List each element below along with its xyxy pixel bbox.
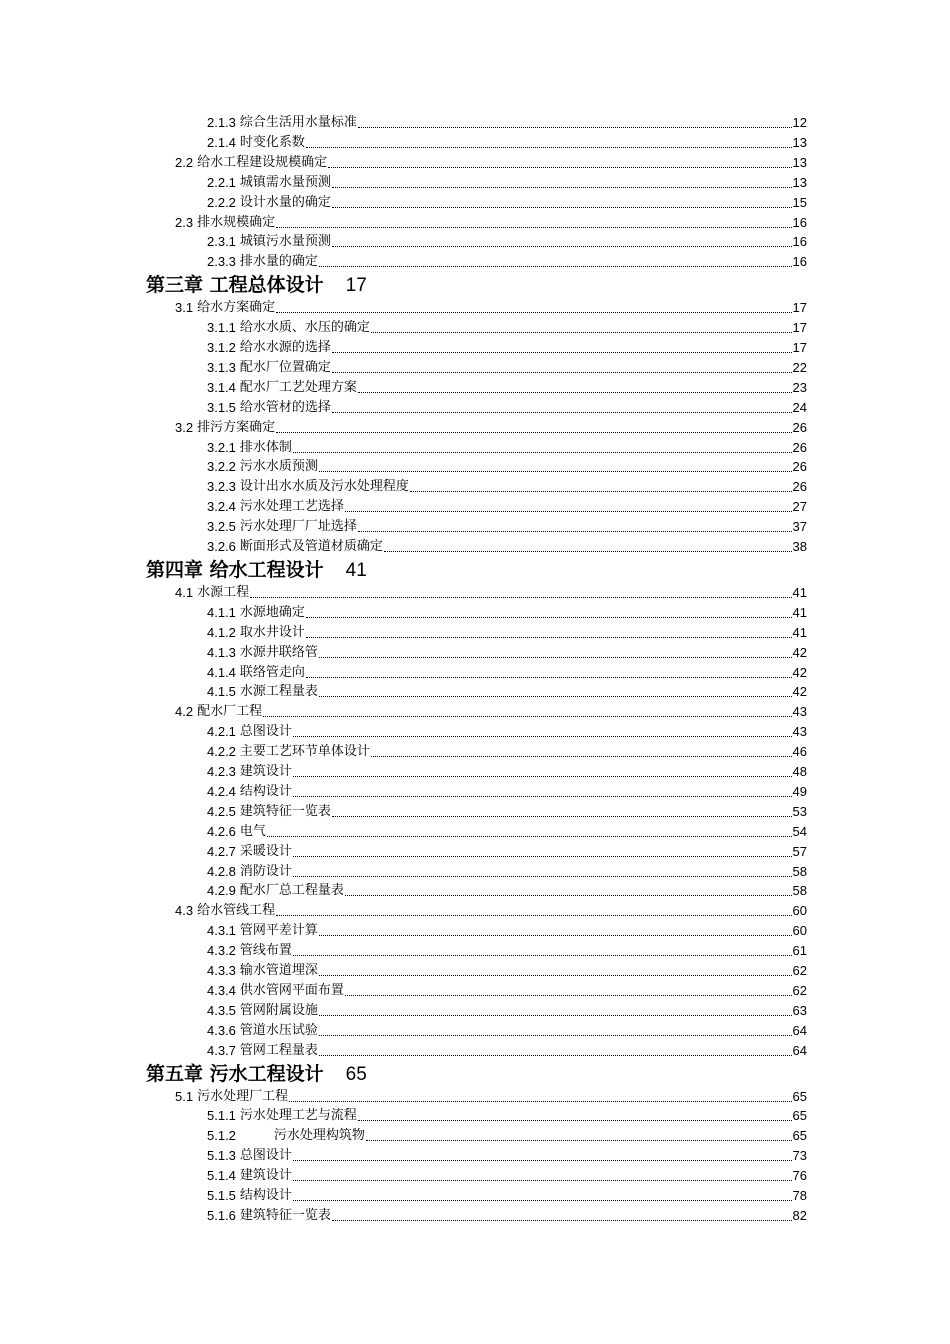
toc-entry-title: 建筑特征一览表 [239, 803, 331, 819]
dot-leader [293, 452, 792, 453]
toc-entry[interactable] [207, 1207, 807, 1225]
toc-entry-number: 4.2.8 [207, 863, 236, 879]
dot-leader [306, 677, 792, 678]
toc-entry[interactable] [207, 644, 807, 662]
toc-entry-title: 城镇污水量预测 [239, 234, 331, 250]
toc-entry-title: 污水处理厂厂址选择 [239, 519, 357, 535]
toc-entry-page-number: 16 [792, 234, 807, 250]
chapter-title: 第四章 给水工程设计 [146, 558, 324, 581]
toc-entry-page-number: 82 [792, 1207, 807, 1223]
toc-entry-number: 4.2.9 [207, 883, 236, 899]
chapter-heading[interactable] [146, 1061, 367, 1087]
toc-entry-title: 配水厂位置确定 [239, 359, 331, 375]
toc-entry-page-number: 62 [792, 982, 807, 998]
toc-entry[interactable] [175, 902, 807, 920]
toc-entry-title: 采暖设计 [239, 843, 292, 859]
toc-entry-number: 4.2.5 [207, 803, 236, 819]
toc-entry-number: 2.3.1 [207, 234, 236, 250]
toc-entry[interactable] [207, 1042, 807, 1060]
toc-entry-number: 4.3.6 [207, 1022, 236, 1038]
toc-entry-page-number: 13 [792, 174, 807, 190]
dot-leader [306, 637, 792, 638]
toc-entry-title: 污水处理工艺与流程 [239, 1108, 357, 1124]
toc-entry-page-number: 26 [792, 419, 807, 435]
toc-entry[interactable] [207, 253, 807, 271]
toc-entry-page-number: 63 [792, 1002, 807, 1018]
toc-entry-number: 3.1.2 [207, 340, 236, 355]
toc-entry-number: 4.2.4 [207, 783, 236, 799]
dot-leader [293, 1200, 792, 1201]
toc-entry-title: 管网附属设施 [239, 1002, 318, 1018]
dot-leader [358, 531, 792, 532]
toc-entry-page-number: 26 [792, 479, 807, 495]
toc-entry[interactable] [207, 439, 807, 457]
toc-entry-number: 4.2.7 [207, 843, 236, 859]
toc-entry-title: 城镇需水量预测 [239, 174, 331, 190]
chapter-title: 第五章 污水工程设计 [146, 1062, 324, 1085]
toc-entry-page-number: 43 [792, 704, 807, 720]
toc-entry-number: 4.1.1 [207, 604, 236, 620]
toc-entry[interactable] [207, 723, 807, 741]
toc-entry-number: 3.1.1 [207, 320, 236, 336]
toc-entry[interactable] [207, 882, 807, 900]
toc-entry-title: 总图设计 [239, 724, 292, 740]
toc-entry-number: 3.2.4 [207, 499, 236, 515]
toc-entry-title: 取水井设计 [239, 624, 305, 640]
dot-leader [276, 312, 791, 313]
toc-entry-title: 污水处理构筑物 [273, 1128, 365, 1144]
dot-leader [306, 147, 792, 148]
toc-entry-page-number: 41 [792, 624, 807, 640]
toc-entry-title: 排水体制 [239, 439, 292, 455]
toc-entry-page-number: 13 [792, 154, 807, 170]
toc-entry-number: 4.2.2 [207, 744, 236, 760]
toc-entry-title: 污水处理厂工程 [197, 1088, 289, 1104]
toc-entry-page-number: 43 [792, 724, 807, 740]
dot-leader [293, 736, 792, 737]
dot-leader [276, 915, 791, 916]
toc-entry-page-number: 26 [792, 459, 807, 475]
dot-leader [293, 856, 792, 857]
toc-entry-number: 2.1.3 [207, 115, 236, 130]
toc-entry[interactable] [207, 803, 807, 821]
chapter-heading[interactable] [146, 272, 367, 298]
toc-entry-number: 4.3.1 [207, 923, 236, 939]
toc-entry-page-number: 60 [792, 923, 807, 939]
toc-entry-title: 给水管线工程 [197, 903, 276, 919]
toc-entry[interactable] [207, 1187, 807, 1205]
toc-entry-number: 3.2.3 [207, 479, 236, 495]
dot-leader [332, 207, 792, 208]
dot-leader [293, 876, 792, 877]
toc-entry-number: 4.2 [175, 704, 194, 720]
toc-entry-title: 结构设计 [239, 1188, 292, 1203]
toc-entry-title: 给水方案确定 [197, 300, 276, 316]
dot-leader [358, 127, 792, 128]
toc-entry-number: 4.3.5 [207, 1002, 236, 1018]
toc-entry-number: 4.3 [175, 903, 194, 919]
toc-entry[interactable] [175, 584, 807, 602]
dot-leader [358, 1120, 792, 1121]
toc-entry-number: 5.1.1 [207, 1108, 236, 1124]
toc-entry[interactable] [207, 863, 807, 881]
chapter-page-number: 17 [345, 275, 367, 297]
dot-leader [345, 995, 792, 996]
toc-entry-page-number: 37 [792, 519, 807, 535]
toc-entry-page-number: 27 [792, 499, 807, 515]
toc-entry[interactable] [207, 319, 807, 337]
toc-entry-number: 3.2.2 [207, 459, 236, 475]
toc-entry[interactable] [207, 1167, 807, 1185]
toc-entry-number: 4.3.2 [207, 943, 236, 959]
toc-entry-number: 2.1.4 [207, 134, 236, 150]
dot-leader [319, 696, 792, 697]
dot-leader [332, 412, 792, 413]
toc-entry-page-number: 12 [792, 115, 807, 130]
toc-entry-page-number: 42 [792, 644, 807, 660]
toc-entry-page-number: 73 [792, 1148, 807, 1164]
toc-entry-title: 设计出水水质及污水处理程度 [239, 479, 409, 495]
dot-leader [319, 1035, 792, 1036]
toc-entry-page-number: 64 [792, 1042, 807, 1058]
dot-leader [319, 1055, 792, 1056]
toc-entry-title: 给水管材的选择 [239, 399, 331, 415]
toc-entry-page-number: 76 [792, 1168, 807, 1184]
toc-entry-page-number: 38 [792, 539, 807, 554]
toc-entry-page-number: 42 [792, 684, 807, 700]
dot-leader [332, 372, 792, 373]
toc-entry-page-number: 26 [792, 439, 807, 455]
toc-entry-title: 污水处理工艺选择 [239, 499, 344, 515]
toc-entry-title: 断面形式及管道材质确定 [239, 539, 383, 554]
toc-entry-page-number: 64 [792, 1022, 807, 1038]
toc-entry-title: 给水水质、水压的确定 [239, 320, 370, 336]
toc-entry-page-number: 48 [792, 764, 807, 779]
toc-entry-number: 4.1.2 [207, 624, 236, 640]
dot-leader [293, 1160, 792, 1161]
dot-leader [366, 1140, 792, 1141]
toc-entry-page-number: 15 [792, 194, 807, 210]
toc-entry-page-number: 42 [792, 664, 807, 680]
dot-leader [267, 836, 792, 837]
toc-entry-title: 配水厂工程 [197, 704, 263, 720]
dot-leader [384, 551, 792, 552]
toc-entry-number: 3.1.3 [207, 359, 236, 375]
toc-entry-title: 建筑设计 [239, 1168, 292, 1184]
toc-entry-title: 设计水量的确定 [239, 194, 331, 210]
dot-leader [319, 471, 792, 472]
toc-entry-page-number: 54 [792, 823, 807, 839]
dot-leader [319, 975, 792, 976]
toc-entry-number: 3.1.4 [207, 379, 236, 395]
dot-leader [371, 332, 792, 333]
toc-entry-number: 4.1.3 [207, 644, 236, 660]
toc-entry-title: 综合生活用水量标准 [239, 115, 357, 130]
toc-entry[interactable] [207, 339, 807, 357]
toc-entry[interactable] [207, 114, 807, 132]
toc-entry-number: 3.1.5 [207, 399, 236, 415]
toc-entry-number: 4.2.1 [207, 724, 236, 740]
toc-entry[interactable] [207, 982, 807, 1000]
toc-entry-number: 5.1.4 [207, 1168, 236, 1184]
chapter-page-number: 65 [345, 1063, 367, 1085]
dot-leader [319, 266, 792, 267]
toc-entry-number: 5.1.3 [207, 1148, 236, 1164]
toc-entry-number: 4.1.4 [207, 664, 236, 680]
toc-entry-title: 给水工程建设规模确定 [197, 154, 328, 170]
toc-entry[interactable] [207, 478, 807, 496]
dot-leader [293, 796, 792, 797]
toc-entry-title: 排污方案确定 [197, 419, 276, 435]
toc-entry-page-number: 65 [792, 1128, 807, 1144]
toc-entry-page-number: 41 [792, 604, 807, 620]
toc-entry[interactable] [175, 703, 807, 721]
toc-entry-number: 5.1.6 [207, 1207, 236, 1223]
toc-entry[interactable] [207, 763, 807, 781]
toc-entry-number: 4.1.5 [207, 684, 236, 700]
dot-leader [345, 895, 792, 896]
toc-entry-page-number: 58 [792, 883, 807, 899]
toc-entry-title: 污水水质预测 [239, 459, 318, 475]
toc-entry[interactable] [207, 1107, 807, 1125]
toc-entry[interactable] [207, 134, 807, 152]
toc-entry-number: 4.3.7 [207, 1042, 236, 1058]
toc-entry-page-number: 65 [792, 1088, 807, 1104]
toc-entry[interactable] [175, 214, 807, 232]
toc-entry-number: 5.1.2 [207, 1128, 236, 1144]
dot-leader [328, 167, 791, 168]
toc-entry-number: 2.3.3 [207, 254, 236, 270]
toc-entry[interactable] [175, 154, 807, 172]
toc-entry[interactable] [207, 1147, 807, 1165]
chapter-page-number: 41 [345, 559, 367, 581]
toc-entry[interactable] [207, 1127, 807, 1145]
toc-entry[interactable] [207, 233, 807, 251]
toc-entry[interactable] [207, 458, 807, 476]
toc-entry-title: 消防设计 [239, 863, 292, 879]
toc-entry-page-number: 61 [792, 943, 807, 959]
toc-entry-number: 4.3.3 [207, 963, 236, 978]
dot-leader [276, 432, 791, 433]
toc-entry[interactable] [207, 1002, 807, 1020]
toc-entry[interactable] [207, 399, 807, 417]
toc-entry-page-number: 13 [792, 134, 807, 150]
toc-entry-title: 配水厂工艺处理方案 [239, 379, 357, 395]
toc-entry[interactable] [207, 783, 807, 801]
toc-entry-title: 管网工程量表 [239, 1042, 318, 1058]
toc-entry-title: 供水管网平面布置 [239, 982, 344, 998]
chapter-title: 第三章 工程总体设计 [146, 274, 324, 297]
dot-leader [371, 756, 792, 757]
dot-leader [332, 187, 792, 188]
toc-entry-page-number: 60 [792, 903, 807, 919]
dot-leader [332, 816, 792, 817]
dot-leader [332, 352, 792, 353]
toc-entry-number: 5.1.5 [207, 1188, 236, 1203]
toc-entry-number: 2.2.1 [207, 174, 236, 190]
toc-entry-number: 4.3.4 [207, 982, 236, 998]
toc-entry-title: 联络管走向 [239, 664, 305, 680]
dot-leader [263, 716, 791, 717]
toc-entry[interactable] [207, 194, 807, 212]
toc-entry-title: 排水规模确定 [197, 214, 276, 230]
toc-entry-number: 4.1 [175, 584, 194, 600]
toc-entry-number: 2.2 [175, 154, 194, 170]
toc-entry-page-number: 17 [792, 340, 807, 355]
toc-entry-page-number: 41 [792, 584, 807, 600]
chapter-heading[interactable] [146, 557, 367, 583]
toc-entry-page-number: 17 [792, 300, 807, 316]
dot-leader [293, 1180, 792, 1181]
toc-entry-number: 3.2 [175, 419, 194, 435]
toc-entry-title: 管道水压试验 [239, 1022, 318, 1038]
toc-entry-number: 3.2.6 [207, 539, 236, 554]
toc-entry-page-number: 46 [792, 744, 807, 760]
toc-entry-title: 建筑特征一览表 [239, 1207, 331, 1223]
toc-entry[interactable] [207, 664, 807, 682]
toc-entry-page-number: 53 [792, 803, 807, 819]
toc-entry-title: 结构设计 [239, 783, 292, 799]
toc-entry[interactable] [207, 379, 807, 397]
toc-entry-number: 3.2.5 [207, 519, 236, 535]
toc-entry-title: 水源井联络管 [239, 644, 318, 660]
toc-entry[interactable] [207, 518, 807, 536]
toc-entry[interactable] [175, 299, 807, 317]
toc-entry-title: 时变化系数 [239, 134, 305, 150]
toc-entry-page-number: 49 [792, 783, 807, 799]
toc-entry[interactable] [207, 823, 807, 841]
toc-entry-number: 3.1 [175, 300, 194, 316]
toc-entry[interactable] [207, 604, 807, 622]
toc-entry-title: 水源工程量表 [239, 684, 318, 700]
toc-entry[interactable] [207, 683, 807, 701]
toc-entry[interactable] [207, 962, 807, 980]
toc-entry[interactable] [207, 624, 807, 642]
toc-entry-title: 管网平差计算 [239, 923, 318, 939]
toc-entry-number: 4.2.6 [207, 823, 236, 839]
toc-entry-page-number: 58 [792, 863, 807, 879]
toc-entry-title: 管线布置 [239, 943, 292, 959]
toc-entry[interactable] [207, 743, 807, 761]
dot-leader [319, 657, 792, 658]
toc-entry[interactable] [207, 359, 807, 377]
toc-entry-number: 4.2.3 [207, 764, 236, 779]
toc-entry-title: 排水量的确定 [239, 254, 318, 270]
dot-leader [250, 597, 791, 598]
toc-entry[interactable] [207, 1022, 807, 1040]
toc-entry-page-number: 78 [792, 1188, 807, 1203]
dot-leader [293, 776, 792, 777]
toc-entry-number: 2.2.2 [207, 194, 236, 210]
toc-entry-page-number: 62 [792, 963, 807, 978]
toc-entry-page-number: 23 [792, 379, 807, 395]
toc-entry-title: 配水厂总工程量表 [239, 883, 344, 899]
toc-entry-number: 5.1 [175, 1088, 194, 1104]
toc-entry-title: 水源工程 [197, 584, 250, 600]
toc-entry[interactable] [207, 498, 807, 516]
dot-leader [289, 1101, 791, 1102]
dot-leader [332, 1220, 792, 1221]
toc-entry-number: 3.2.1 [207, 439, 236, 455]
toc-entry-title: 水源地确定 [239, 604, 305, 620]
toc-entry-page-number: 16 [792, 254, 807, 270]
toc-entry[interactable] [207, 922, 807, 940]
dot-leader [293, 955, 792, 956]
toc-entry[interactable] [207, 942, 807, 960]
toc-entry-page-number: 22 [792, 359, 807, 375]
toc-entry-title: 输水管道埋深 [239, 963, 318, 978]
toc-entry-page-number: 16 [792, 214, 807, 230]
toc-entry-number: 2.3 [175, 214, 194, 230]
dot-leader [410, 491, 792, 492]
toc-entry-title: 主要工艺环节单体设计 [239, 744, 370, 760]
toc-entry-title: 给水水源的选择 [239, 340, 331, 355]
toc-entry[interactable] [175, 1088, 807, 1106]
toc-entry-page-number: 24 [792, 399, 807, 415]
toc-entry[interactable] [207, 174, 807, 192]
dot-leader [306, 617, 792, 618]
toc-entry-page-number: 57 [792, 843, 807, 859]
dot-leader [358, 392, 792, 393]
toc-entry-page-number: 65 [792, 1108, 807, 1124]
dot-leader [332, 246, 792, 247]
toc-entry-page-number: 17 [792, 320, 807, 336]
dot-leader [319, 1015, 792, 1016]
dot-leader [276, 227, 791, 228]
toc-entry-title: 总图设计 [239, 1148, 292, 1164]
toc-entry[interactable] [207, 538, 807, 556]
toc-entry[interactable] [175, 419, 807, 437]
toc-entry-title: 建筑设计 [239, 764, 292, 779]
dot-leader [319, 935, 792, 936]
toc-entry[interactable] [207, 843, 807, 861]
dot-leader [345, 511, 792, 512]
toc-entry-title: 电气 [239, 823, 266, 839]
